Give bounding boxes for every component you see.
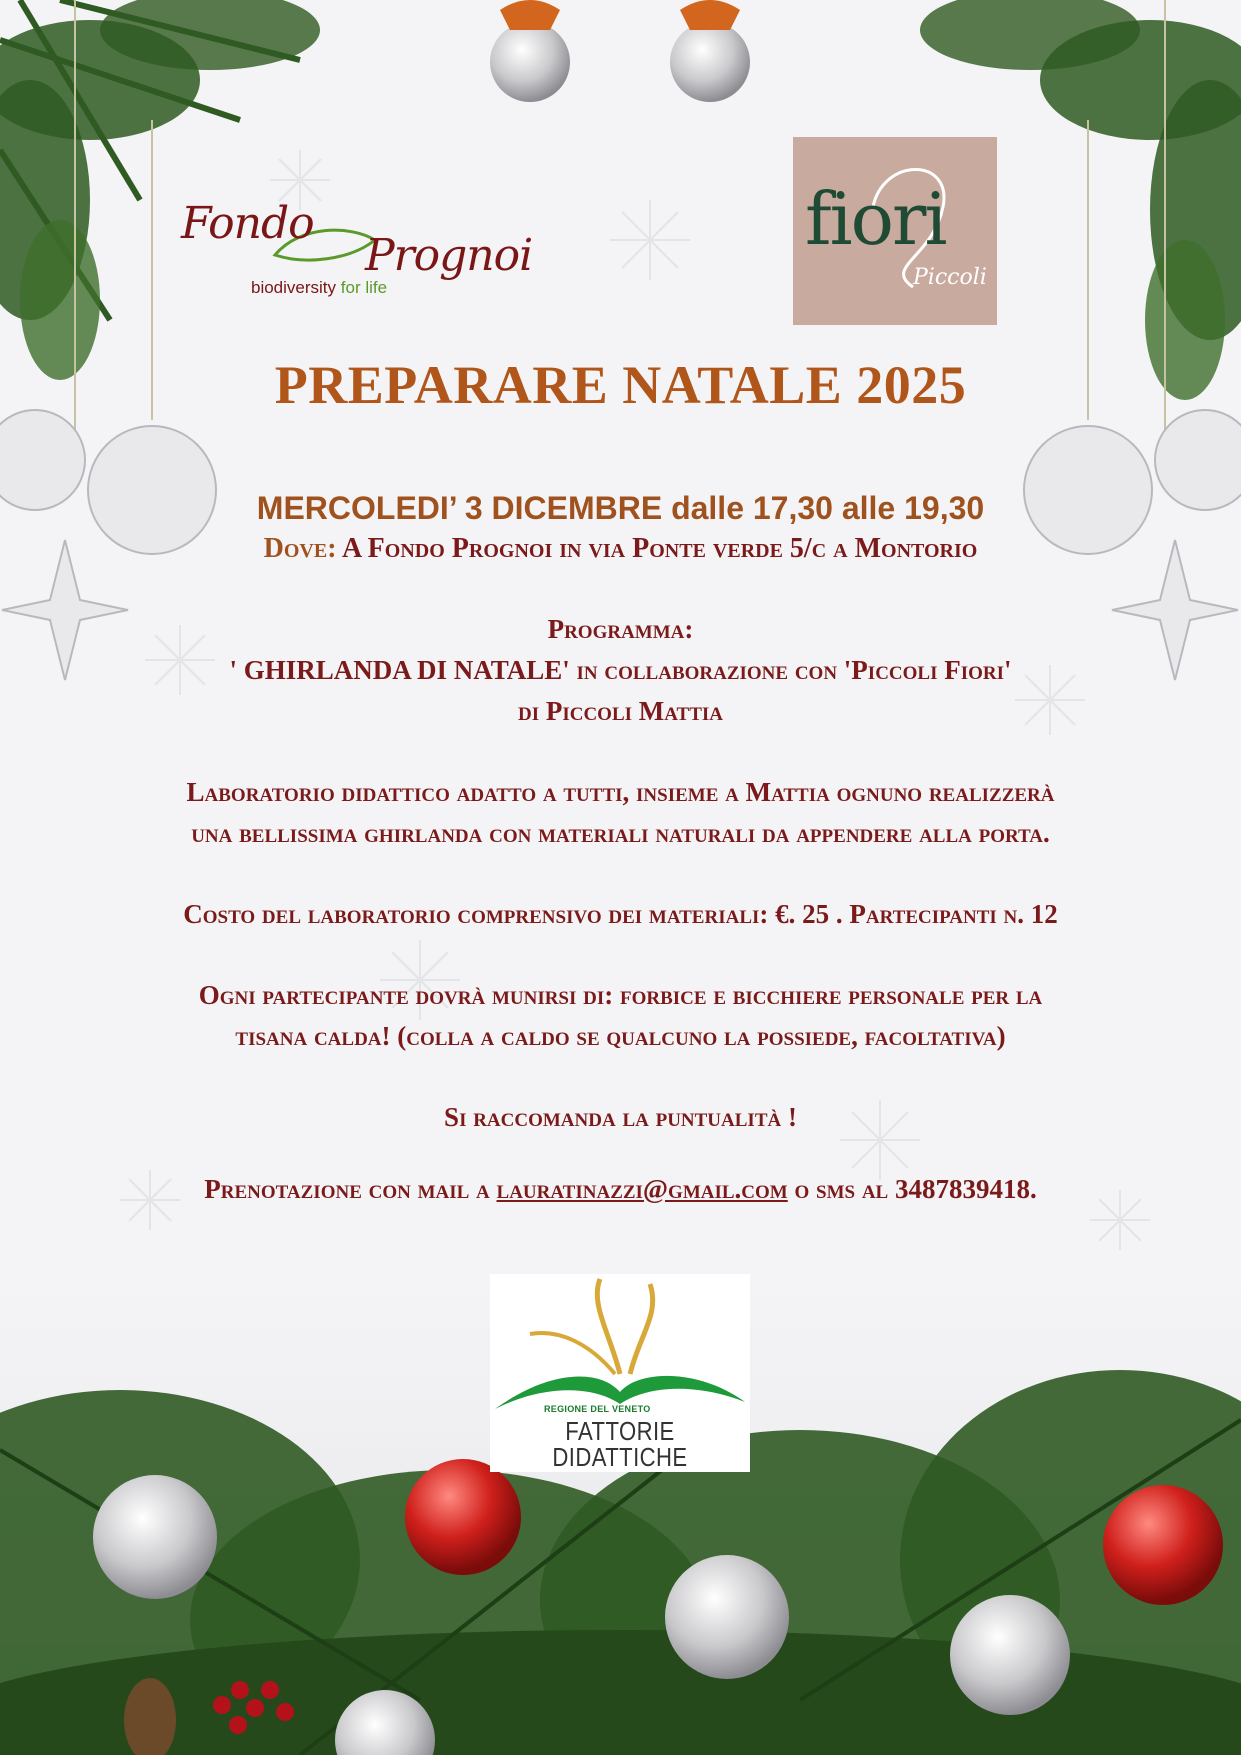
tagline-b: for life	[340, 278, 388, 297]
fattorie-line2: DIDATTICHE	[552, 1442, 688, 1472]
booking-email-link[interactable]: lauratinazzi@gmail.com	[496, 1174, 788, 1204]
fondo-prognoi-logo	[175, 190, 535, 310]
fondo-word: Fondo	[181, 198, 314, 249]
bring-line1: Ogni partecipante dovrà munirsi di: forbice e bicchiere personale per la	[198, 980, 1043, 1010]
fattorie-didattiche-logo	[490, 1274, 750, 1472]
booking-suffix: o sms al 3487839418.	[787, 1174, 1037, 1204]
region-label: REGIONE DEL VENETO	[544, 1404, 651, 1414]
piccoli-fiori-logo	[793, 137, 997, 325]
punctuality-note: Si raccomanda la puntualità !	[444, 1102, 797, 1132]
location-text: A Fondo Prognoi in via Ponte verde 5/c a Montorio	[336, 533, 978, 564]
prognoi-word: Prognoi	[365, 230, 533, 281]
fondo-tagline	[251, 278, 387, 298]
fiori-word: fiori	[805, 177, 946, 261]
fiori-sub: Piccoli	[913, 265, 987, 290]
fattorie-line1: FATTORIE	[565, 1416, 675, 1446]
description-line2: una bellissima ghirlanda con materiali naturali da appendere alla porta.	[191, 818, 1050, 848]
programma-line2: di Piccoli Mattia	[517, 696, 724, 726]
booking-line	[0, 1174, 1241, 1205]
book-sprout-icon	[490, 1274, 750, 1414]
location-label: Dove:	[263, 533, 337, 564]
cost-line: Costo del laboratorio comprensivo dei materiali: €. 25 . Partecipanti n. 12	[183, 899, 1058, 929]
description-line1: Laboratorio didattico adatto a tutti, insieme a Mattia ognuno realizzerà	[186, 777, 1055, 807]
location-line	[0, 533, 1241, 565]
tagline-a: biodiversity	[251, 278, 337, 297]
booking-prefix: Prenotazione con mail a	[204, 1174, 497, 1204]
page-title: PREPARARE NATALE 2025	[274, 355, 967, 415]
date-line: MERCOLEDI’ 3 DICEMBRE dalle 17,30 alle 19,30	[256, 490, 985, 526]
programma-label: Programma:	[547, 614, 694, 644]
programma-line1: ' GHIRLANDA DI NATALE' in collaborazione con 'Piccoli Fiori'	[229, 655, 1012, 685]
bring-line2: tisana calda! (colla a caldo se qualcuno la possiede, facoltativa)	[235, 1021, 1006, 1051]
bauble-icon	[490, 0, 750, 102]
